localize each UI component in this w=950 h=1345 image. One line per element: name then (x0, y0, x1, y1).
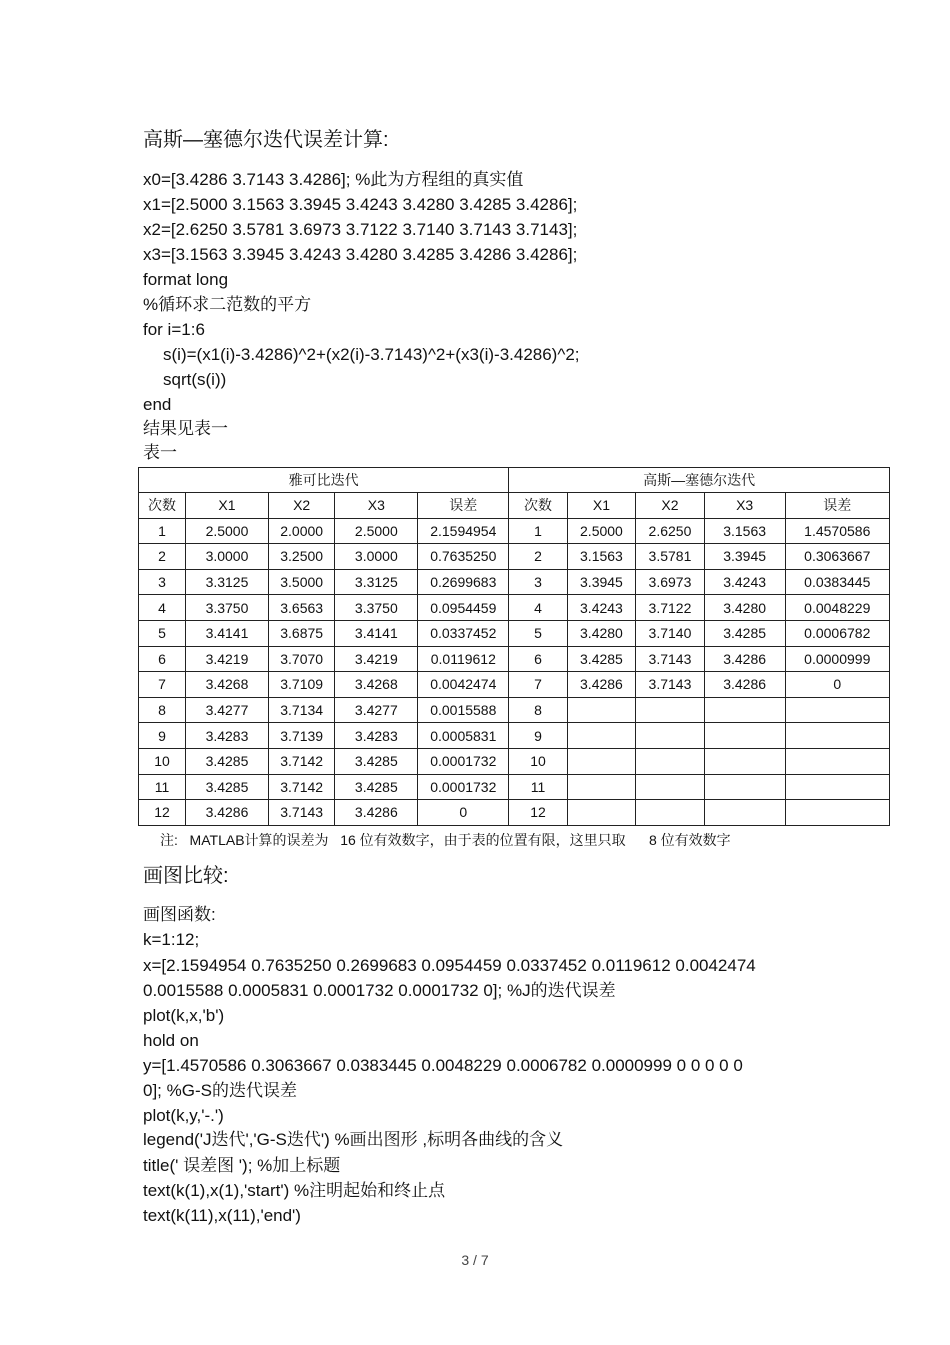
table-cell (567, 800, 636, 826)
table-cell: 4 (509, 595, 567, 621)
table-cell: 0.0337452 (418, 620, 509, 646)
table-cell: 3.4280 (704, 595, 785, 621)
code-line: x0=[3.4286 3.7143 3.4286]; %此为方程组的真实值 (143, 170, 524, 189)
table-row (139, 595, 890, 621)
table-cell: 6 (509, 646, 567, 672)
table-cell: 3.5000 (268, 569, 334, 595)
table-cell: 3.7142 (268, 748, 334, 774)
table-row (139, 774, 890, 800)
table-cell: 3.7139 (268, 723, 334, 749)
table-cell: 3.4285 (335, 774, 418, 800)
table-cell: 0.7635250 (418, 544, 509, 570)
table-cell: 11 (139, 774, 186, 800)
table-cell: 3.3750 (335, 595, 418, 621)
code-line: legend('J迭代','G-S迭代') %画出图形 ,标明各曲线的含义 (143, 1130, 564, 1149)
table-cell: 3.4285 (186, 774, 269, 800)
table-cell: 0.0000999 (785, 646, 889, 672)
table-cell: 3.4285 (335, 748, 418, 774)
column-header: 误差 (418, 493, 509, 519)
table-cell: 8 (509, 697, 567, 723)
table-cell: 3.0000 (186, 544, 269, 570)
table-cell (636, 697, 705, 723)
table-cell: 7 (139, 672, 186, 698)
table-cell: 6 (139, 646, 186, 672)
table-cell (785, 748, 889, 774)
table-cell: 0 (418, 800, 509, 826)
table-cell: 3.4280 (567, 620, 636, 646)
code-line: end (143, 395, 172, 414)
table-cell (567, 697, 636, 723)
table-cell: 2.5000 (335, 518, 418, 544)
table-cell: 3.4268 (186, 672, 269, 698)
table-cell: 3.7070 (268, 646, 334, 672)
code-line: x1=[2.5000 3.1563 3.3945 3.4243 3.4280 3.4285 3.4286]; (143, 195, 578, 214)
code-line: s(i)=(x1(i)-3.4286)^2+(x2(i)-3.7143)^2+(x3(i)-3.4286)^2; (163, 345, 580, 364)
table-cell: 10 (509, 748, 567, 774)
table-cell: 3.6875 (268, 620, 334, 646)
table-cell: 2.6250 (636, 518, 705, 544)
section2-title: 画图比较: (143, 865, 229, 887)
table-cell: 0.0383445 (785, 569, 889, 595)
table-cell: 3.4277 (186, 697, 269, 723)
table-row (139, 697, 890, 723)
table-cell: 2.5000 (567, 518, 636, 544)
column-header-row (139, 493, 890, 519)
table-cell: 0 (785, 672, 889, 698)
code-line: hold on (143, 1031, 199, 1050)
table-cell: 3.6973 (636, 569, 705, 595)
table-cell: 5 (139, 620, 186, 646)
table-note: 注: MATLAB计算的误差为 16 位有效数字，由于表的位置有限，这里只取 8 位有效数字 (160, 832, 731, 848)
table-cell: 5 (509, 620, 567, 646)
table-cell (704, 774, 785, 800)
table-cell: 3.7134 (268, 697, 334, 723)
column-header: X1 (567, 493, 636, 519)
table-cell: 3.4283 (335, 723, 418, 749)
table-cell: 3.4286 (567, 672, 636, 698)
table-cell: 3.3750 (186, 595, 269, 621)
table-caption: 表一 (143, 443, 177, 462)
table-cell: 3.1563 (704, 518, 785, 544)
table-cell: 3.2500 (268, 544, 334, 570)
table-cell: 4 (139, 595, 186, 621)
code-line: 0.0015588 0.0005831 0.0001732 0.0001732 0]; %J的迭代误差 (143, 981, 616, 1000)
table-cell (785, 697, 889, 723)
column-header: X3 (704, 493, 785, 519)
table-cell: 3.7143 (636, 646, 705, 672)
table-row (139, 646, 890, 672)
code-line: 0]; %G-S的迭代误差 (143, 1081, 297, 1100)
table-cell: 3.4286 (186, 800, 269, 826)
table-cell: 1 (509, 518, 567, 544)
code-line: plot(k,x,'b') (143, 1006, 225, 1025)
column-header: 次数 (139, 493, 186, 519)
code-line: sqrt(s(i)) (163, 370, 227, 389)
table-cell: 3.7140 (636, 620, 705, 646)
table-cell: 3.3945 (567, 569, 636, 595)
table-cell: 3.4286 (704, 646, 785, 672)
table-cell: 3.4219 (186, 646, 269, 672)
table-row (139, 748, 890, 774)
table-cell (704, 697, 785, 723)
results-table (138, 467, 890, 826)
table-cell: 3.5781 (636, 544, 705, 570)
code-line: text(k(11),x(11),'end') (143, 1206, 301, 1225)
table-cell: 0.2699683 (418, 569, 509, 595)
table-cell: 7 (509, 672, 567, 698)
table-cell: 11 (509, 774, 567, 800)
table-cell: 3.4277 (335, 697, 418, 723)
table-cell: 0.0001732 (418, 748, 509, 774)
table-cell: 9 (509, 723, 567, 749)
table-cell: 10 (139, 748, 186, 774)
table-cell: 3.7143 (268, 800, 334, 826)
table-cell: 3.4243 (567, 595, 636, 621)
column-header: X1 (186, 493, 269, 519)
table-cell: 0.0119612 (418, 646, 509, 672)
table-cell: 3.1563 (567, 544, 636, 570)
table-cell: 0.0042474 (418, 672, 509, 698)
table-cell (567, 723, 636, 749)
table-cell: 8 (139, 697, 186, 723)
code-line: x=[2.1594954 0.7635250 0.2699683 0.0954459 0.0337452 0.0119612 0.0042474 (143, 956, 756, 975)
column-header: X2 (636, 493, 705, 519)
table-cell: 12 (139, 800, 186, 826)
code-line: k=1:12; (143, 930, 200, 949)
page-number: 3 / 7 (461, 1252, 489, 1268)
table-cell: 3 (139, 569, 186, 595)
table-cell (704, 723, 785, 749)
column-header: X2 (268, 493, 334, 519)
section1-title: 高斯—塞德尔迭代误差计算: (143, 129, 389, 151)
table-cell (636, 748, 705, 774)
code-line: format long (143, 270, 229, 289)
code-line: for i=1:6 (143, 320, 205, 339)
table-row (139, 672, 890, 698)
table-cell: 3.4286 (335, 800, 418, 826)
table-row (139, 620, 890, 646)
table-cell: 1.4570586 (785, 518, 889, 544)
table-cell: 3.4268 (335, 672, 418, 698)
table-cell (567, 748, 636, 774)
table-cell: 2.0000 (268, 518, 334, 544)
table-cell: 12 (509, 800, 567, 826)
table-cell: 3.7122 (636, 595, 705, 621)
gauss-seidel-group-header: 高斯—塞德尔迭代 (509, 468, 890, 493)
table-row (139, 569, 890, 595)
table-cell: 0.0048229 (785, 595, 889, 621)
table-cell: 3.4285 (186, 748, 269, 774)
table-cell (785, 723, 889, 749)
table-cell: 3.7109 (268, 672, 334, 698)
code-line: text(k(1),x(1),'start') %注明起始和终止点 (143, 1181, 446, 1200)
table-cell: 3.3125 (186, 569, 269, 595)
table-cell: 2 (509, 544, 567, 570)
column-header: X3 (335, 493, 418, 519)
table-cell: 0.3063667 (785, 544, 889, 570)
code-line: %循环求二范数的平方 (143, 295, 312, 314)
table-cell (636, 774, 705, 800)
column-header: 次数 (509, 493, 567, 519)
table-cell: 3 (509, 569, 567, 595)
text-line: 结果见表一 (143, 419, 228, 438)
table-cell: 0.0006782 (785, 620, 889, 646)
table-cell: 3.4141 (335, 620, 418, 646)
code-line: y=[1.4570586 0.3063667 0.0383445 0.0048229 0.0006782 0.0000999 0 0 0 0 0 (143, 1056, 743, 1075)
table-row (139, 723, 890, 749)
code-line: title(' 误差图 '); %加上标题 (143, 1156, 341, 1175)
table-cell: 0.0005831 (418, 723, 509, 749)
table-cell: 1 (139, 518, 186, 544)
table-cell: 2.1594954 (418, 518, 509, 544)
code-line: plot(k,y,'-.') (143, 1106, 224, 1125)
table-cell: 9 (139, 723, 186, 749)
table-cell: 2 (139, 544, 186, 570)
table-cell (704, 800, 785, 826)
table-cell (785, 774, 889, 800)
table-cell: 3.4219 (335, 646, 418, 672)
table-cell: 3.6563 (268, 595, 334, 621)
column-header: 误差 (785, 493, 889, 519)
table-row (139, 800, 890, 826)
table-cell: 0.0954459 (418, 595, 509, 621)
table-cell: 3.3945 (704, 544, 785, 570)
table-cell: 0.0015588 (418, 697, 509, 723)
table-cell: 2.5000 (186, 518, 269, 544)
table-cell: 3.7142 (268, 774, 334, 800)
table-cell: 3.4285 (567, 646, 636, 672)
jacobi-group-header: 雅可比迭代 (139, 468, 509, 493)
table-cell: 3.7143 (636, 672, 705, 698)
table-row (139, 544, 890, 570)
table-cell (704, 748, 785, 774)
table-cell: 3.4141 (186, 620, 269, 646)
table-cell (567, 774, 636, 800)
table-cell: 3.3125 (335, 569, 418, 595)
table-cell (785, 800, 889, 826)
table-cell: 3.4243 (704, 569, 785, 595)
code-line: x3=[3.1563 3.3945 3.4243 3.4280 3.4285 3.4286 3.4286]; (143, 245, 578, 264)
table-cell: 3.4285 (704, 620, 785, 646)
code-line: 画图函数: (143, 905, 216, 924)
table-row (139, 518, 890, 544)
table-cell: 0.0001732 (418, 774, 509, 800)
table-cell: 3.4283 (186, 723, 269, 749)
table-cell (636, 723, 705, 749)
table-cell (636, 800, 705, 826)
table-cell: 3.0000 (335, 544, 418, 570)
code-line: x2=[2.6250 3.5781 3.6973 3.7122 3.7140 3.7143 3.7143]; (143, 220, 578, 239)
table-cell: 3.4286 (704, 672, 785, 698)
